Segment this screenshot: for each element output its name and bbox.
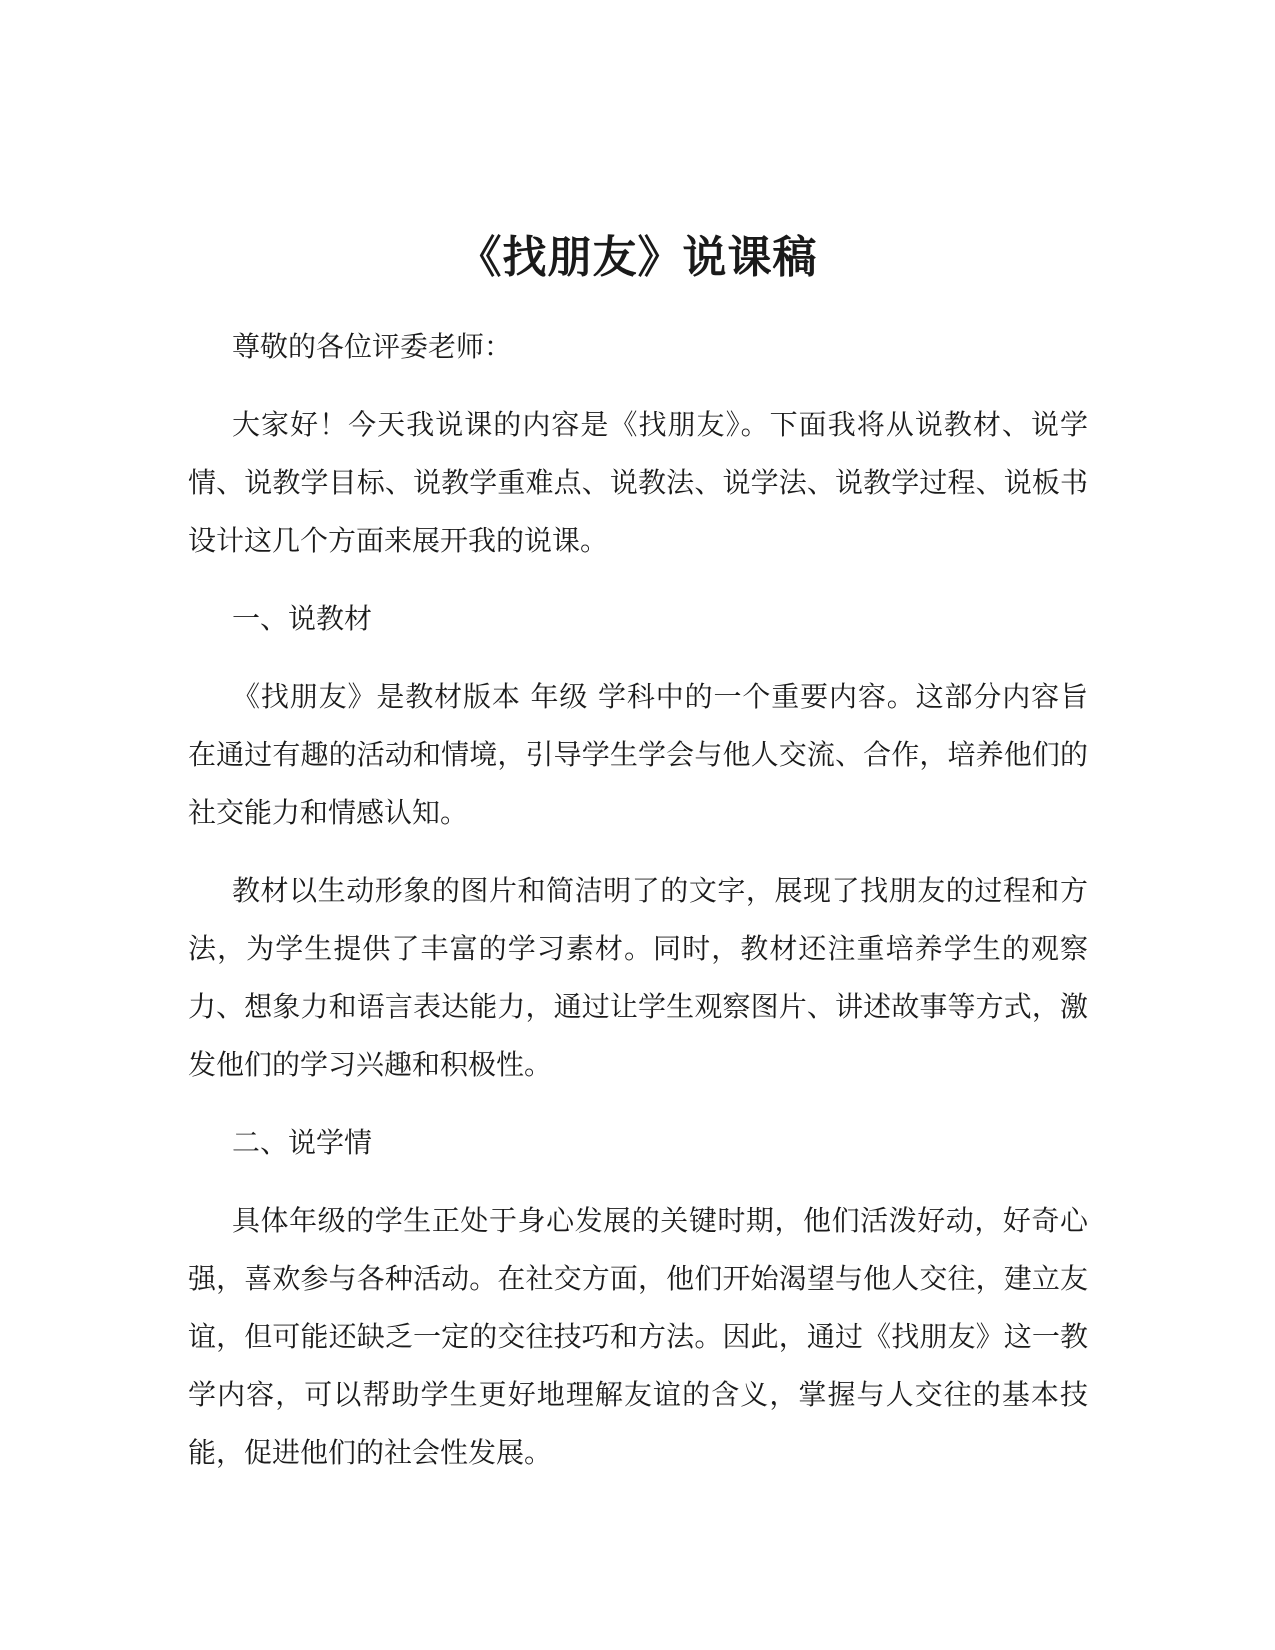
salutation-paragraph: 尊敬的各位评委老师： — [232, 330, 513, 363]
intro-paragraph: 大家好！今天我说课的内容是《找朋友》。下面我将从说教材、说学情、说教学目标、说教学重难点、说教法、说学法、说教学过程、说板书设计这几个方面来展开我的说课。 — [188, 408, 1088, 557]
textbook-paragraph-1: 《找朋友》是教材版本 年级 学科中的一个重要内容。这部分内容旨在通过有趣的活动和情境，引导学生学会与他人交流、合作，培养他们的社交能力和情感认知。 — [188, 680, 1088, 829]
section-heading-textbook: 一、说教材 — [232, 602, 373, 635]
document-body — [188, 318, 1088, 1502]
document-title: 《找朋友》说课稿 — [457, 232, 818, 283]
students-paragraph: 具体年级的学生正处于身心发展的关键时期，他们活泼好动，好奇心强，喜欢参与各种活动。在社交方面，他们开始渴望与他人交往，建立友谊，但可能还缺乏一定的交往技巧和方法。因此，通过《找朋友》这一教学内容，可以帮助学生更好地理解友谊的含义，掌握与人交往的基本技能，促进他们的社会性发展。 — [188, 1204, 1088, 1469]
section-heading-students: 二、说学情 — [232, 1126, 373, 1159]
textbook-paragraph-2: 教材以生动形象的图片和简洁明了的文字，展现了找朋友的过程和方法，为学生提供了丰富的学习素材。同时，教材还注重培养学生的观察力、想象力和语言表达能力，通过让学生观察图片、讲述故事等方式，激发他们的学习兴趣和积极性。 — [188, 874, 1088, 1081]
